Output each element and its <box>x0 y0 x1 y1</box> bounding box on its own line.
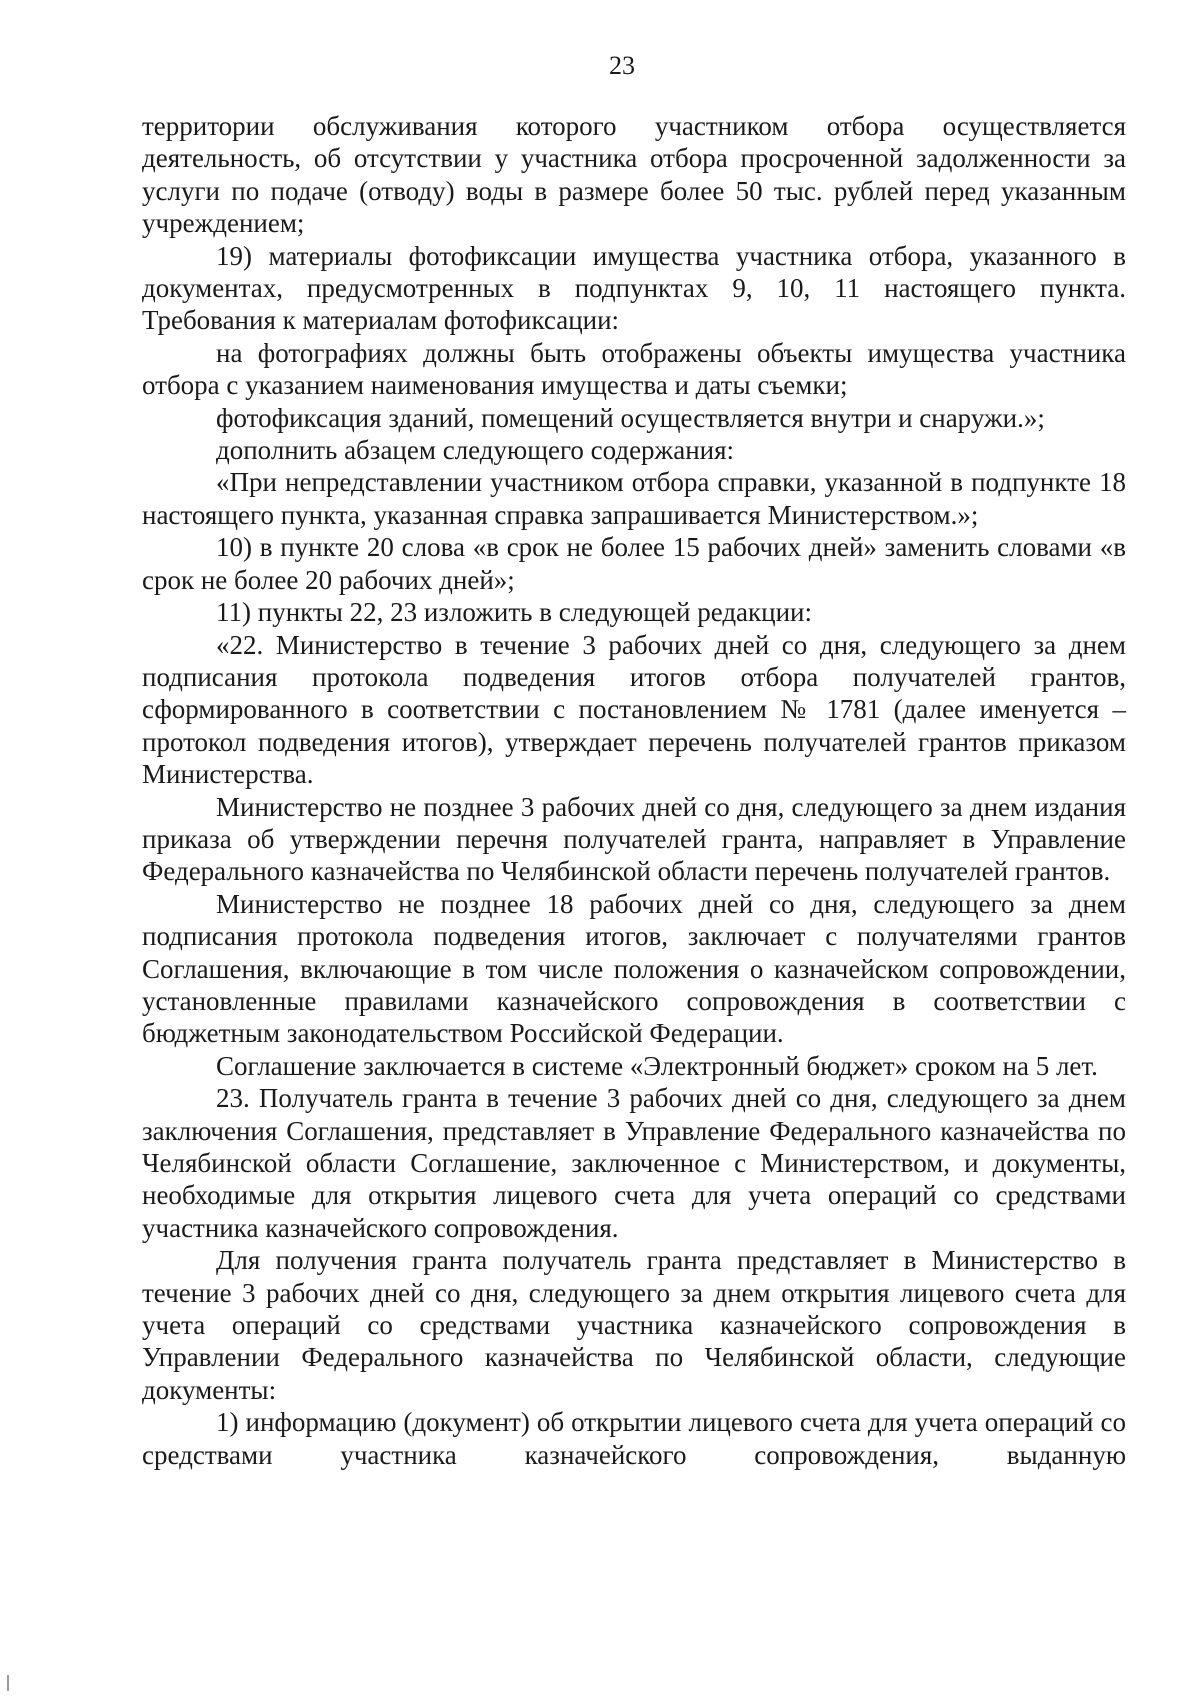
paragraph: 19) материалы фотофиксации имущества участника отбора, указанного в документах, предусмотренных в подпунктах 9, 10, 11 настоящего пункта. Требования к материалам фотофиксации: <box>142 240 1126 336</box>
paragraph: дополнить абзацем следующего содержания: <box>216 435 735 466</box>
page-number: 23 <box>609 51 635 80</box>
paragraph: «22. Министерство в течение 3 рабочих дней со дня, следующего за днем подписания протокола подведения итогов отбора получателей грантов, сформированного в соответствии с постановлением № 1781 (далее именуется – протокол подведения итогов), утверждает перечень получателей грантов приказом Министерства. <box>142 629 1126 790</box>
paragraph: на фотографиях должны быть отображены объекты имущества участника отбора с указанием наименования имущества и даты съемки; <box>142 337 1126 401</box>
paragraph: фотофиксация зданий, помещений осуществляется внутри и снаружи.»; <box>216 402 1045 433</box>
document-body <box>142 110 1126 1471</box>
paragraph: 23. Получатель гранта в течение 3 рабочих дней со дня, следующего за днем заключения Соглашения, представляет в Управление Федерального казначейства по Челябинской области Соглашение, заключенное с Министерством, и документы, необходимые для открытия лицевого счета для учета операций со средствами участника казначейского сопровождения. <box>142 1083 1126 1243</box>
paragraph: Министерство не позднее 18 рабочих дней со дня, следующего за днем подписания протокола подведения итогов, заключает с получателями грантов Соглашения, включающие в том числе положения о казначейском сопровождении, установленные правилами казначейского сопровождения в соответствии с бюджетным законодательством Российской Федерации. <box>142 888 1126 1049</box>
paragraph: 10) в пункте 20 слова «в срок не более 15 рабочих дней» заменить словами «в срок не более 20 рабочих дней»; <box>142 532 1126 595</box>
paragraph: Соглашение заключается в системе «Электронный бюджет» сроком на 5 лет. <box>216 1050 1098 1081</box>
paragraph: 1) информацию (документ) об открытии лицевого счета для учета операций со средствами участника казначейского сопровождения, выданную <box>142 1407 1126 1470</box>
scan-edge-mark <box>7 1675 9 1691</box>
paragraph: территории обслуживания которого участником отбора осуществляется деятельность, об отсутствии у участника отбора просроченной задолженности за услуги по подаче (отводу) воды в размере более 50 тыс. рублей перед указанным учреждением; <box>142 111 1126 239</box>
paragraph: Для получения гранта получатель гранта представляет в Министерство в течение 3 рабочих дней со дня, следующего за днем открытия лицевого счета для учета операций со средствами участника казначейского сопровождения в Управлении Федерального казначейства по Челябинской области, следующие документы: <box>142 1245 1126 1405</box>
paragraph: «При непредставлении участником отбора справки, указанной в подпункте 18 настоящего пункта, указанная справка запрашивается Министерством.»; <box>142 467 1126 530</box>
paragraph: 11) пункты 22, 23 изложить в следующей редакции: <box>216 597 813 628</box>
paragraph: Министерство не позднее 3 рабочих дней со дня, следующего за днем издания приказа об утверждении перечня получателей гранта, направляет в Управление Федерального казначейства по Челябинской области перечень получателей грантов. <box>142 791 1126 887</box>
